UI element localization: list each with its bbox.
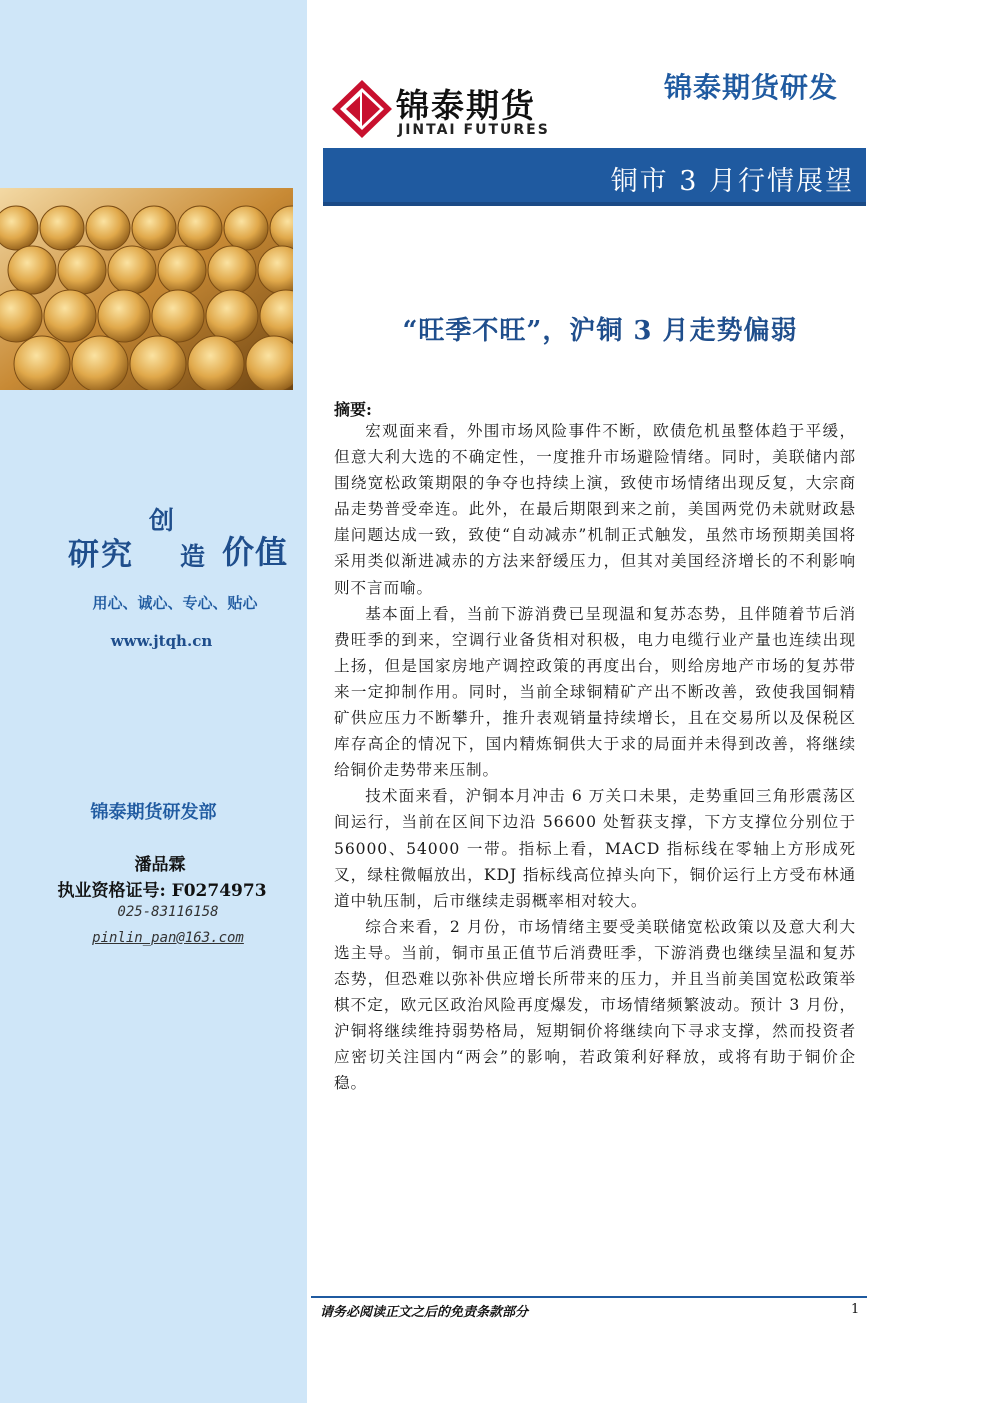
paragraph-technical: 技术面来看，沪铜本月冲击 6 万关口未果，走势重回三角形震荡区间运行，当前在区间下边沿 56600 处暂获支撑，下方支撑位分别位于 56000、54000 一带。指标上看，MACD 指标线在零轴上方形成死叉，绿柱微幅放出，KDJ 指标线高位掉头向下，铜价运行上方受布林通道中轨压制，后市继续走弱概率相对较大。: [334, 787, 856, 910]
copper-rod-end: [72, 336, 128, 390]
footer-disclaimer: 请务必阅读正文之后的免责条款部分: [320, 1305, 529, 1320]
copper-rod-end: [188, 336, 244, 390]
paragraph-macro: 宏观面来看，外围市场风险事件不断，欧债危机虽整体趋于平缓，但意大利大选的不确定性，一度推升市场避险情绪。同时，美联储内部围绕宽松政策期限的争夺也持续上演，致使市场情绪出现反复，大宗商品走势普受牵连。此外，在最后期限到来之前，美国两党仍未就财政悬崖问题达成一致，致使“自动减赤”机制正式触发，虽然市场预期美国将采用类似渐进减赤的方法来舒缓压力，但其对美国经济增长的不利影响则不言而喻。: [334, 422, 856, 597]
copper-rod-end: [130, 336, 186, 390]
paragraph-summary: 综合来看，2 月份，市场情绪主要受美联储宽松政策以及意大利大选主导。当前，铜市虽正值节后消费旺季，下游消费也继续呈温和复苏态势，但恐难以弥补供应增长所带来的压力，并且当前美国宽松政策举棋不定，欧元区政治风险再度爆发，市场情绪频繁波动。预计 3 月份，沪铜将继续维持弱势格局，短期铜价将继续向下寻求支撑，然而投资者应密切关注国内“两会”的影响，若政策利好释放，或将有助于铜价企稳。: [334, 917, 856, 1093]
report-title-banner: [323, 148, 866, 206]
copper-rod-end: [58, 246, 106, 294]
email-link[interactable]: pinlin_pan@163.com: [92, 930, 244, 946]
slogan-value: 价值: [222, 533, 289, 571]
copper-rod-end: [0, 206, 38, 250]
article-headline: “旺季不旺”，沪铜 3 月走势偏弱: [402, 316, 798, 346]
copper-rod-end: [224, 206, 268, 250]
copper-rod-end: [206, 290, 258, 342]
copper-rod-end: [98, 290, 150, 342]
copper-rod-end: [14, 336, 70, 390]
copper-rod-end: [158, 246, 206, 294]
analyst-name: 潘品霖: [134, 855, 186, 875]
article-body: [334, 418, 856, 1096]
logo-text-english: JINTAI FUTURES: [398, 122, 550, 138]
copper-rods-illustration: [0, 188, 293, 390]
copper-rod-end: [44, 290, 96, 342]
research-brand-title: 锦泰期货研发: [664, 71, 839, 104]
copper-rod-end: [178, 206, 222, 250]
copper-rod-end: [86, 206, 130, 250]
copper-rod-end: [152, 290, 204, 342]
website-link[interactable]: www.jtqh.cn: [110, 632, 213, 650]
copper-rod-end: [132, 206, 176, 250]
logo-text-chinese: 锦泰期货: [396, 86, 536, 125]
copper-rod-end: [108, 246, 156, 294]
report-title: 铜市 3 月行情展望: [610, 166, 854, 197]
page-number: 1: [851, 1302, 860, 1317]
slogan-create: 创: [149, 506, 175, 535]
copper-rod-end: [208, 246, 256, 294]
certificate-number: 执业资格证号: F0274973: [57, 881, 267, 901]
abstract-label: 摘要:: [334, 400, 372, 419]
slogan: [0, 495, 307, 575]
slogan-research: 研究: [68, 537, 134, 573]
paragraph-fundamentals: 基本面上看，当前下游消费已呈现温和复苏态势，且伴随着节后消费旺季的到来，空调行业备货相对积极，电力电缆行业产量也连续出现上扬，但是国家房地产调控政策的再度出台，则给房地产市场的复苏带来一定抑制作用。同时，当前全球铜精矿产出不断改善，致使我国铜精矿供应压力不断攀升，推升表观销量持续增长，且在交易所以及保税区库存高企的情况下，国内精炼铜供大于求的局面并未得到改善，将继续给铜价走势带来压制。: [334, 604, 856, 780]
phone-number: 025-83116158: [117, 904, 219, 920]
copper-rod-end: [40, 206, 84, 250]
copper-rod-end: [8, 246, 56, 294]
footer-divider: [311, 1296, 867, 1298]
copper-rods-image: [0, 188, 293, 390]
department-name: 锦泰期货研发部: [90, 802, 217, 823]
slogan-make: 造: [180, 542, 206, 571]
diamond-logo-icon: [330, 78, 394, 140]
motto: 用心、诚心、专心、贴心: [92, 594, 258, 612]
